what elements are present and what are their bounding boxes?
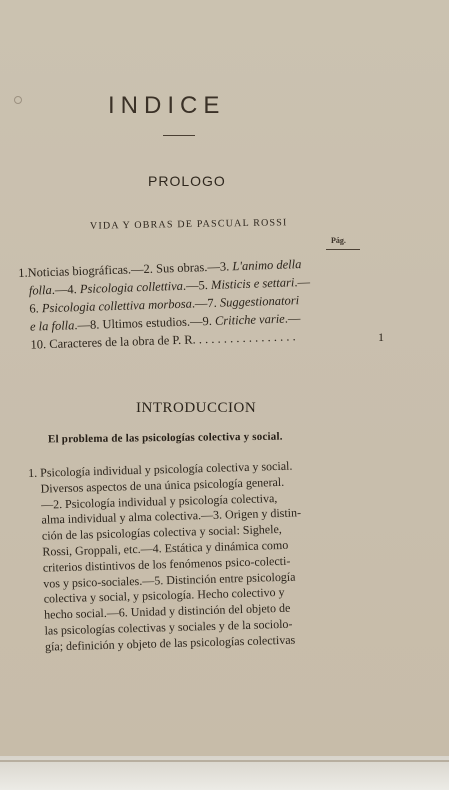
- intro-line: hecho social.—6. Unidad y distinción del objeto de: [43, 600, 291, 622]
- prologo-title: PROLOGO: [148, 173, 226, 189]
- prologo-page-number: 1: [378, 330, 384, 344]
- intro-line: —2. Psicología individual y psicología colectiva,: [40, 490, 278, 512]
- introduccion-subtitle: El problema de las psicologías colectiva y social.: [47, 430, 283, 446]
- page-column-label: Pág.: [331, 236, 346, 245]
- introduccion-title: INTRODUCCION: [136, 400, 257, 416]
- prologo-line-4: e la folla.—8. Ultimos estudios.—9. Critiche varie.—: [29, 311, 301, 334]
- intro-line: Rossi, Groppali, etc.—4. Estática y dinámica como: [42, 537, 289, 559]
- prologo-line-5: 10. Caracteres de la obra de P. R. . . . . . . . . . . . . . . . .: [30, 329, 296, 352]
- intro-line: 1. Psicología individual y psicología colectiva y social.: [28, 458, 293, 480]
- intro-line: criterios distintivos de los fenómenos psico-colecti-: [42, 553, 291, 575]
- introduccion-contents: [28, 457, 353, 655]
- prologo-line-3: 6. Psicologia collettiva morbosa.—7. Suggestionatori: [29, 293, 300, 316]
- page-bottom-edge: [0, 756, 449, 790]
- heading-rule: [163, 135, 195, 136]
- prologo-line-2: folla.—4. Psicologia collettiva.—5. Misticis e settari.—: [28, 274, 311, 298]
- intro-line: alma individual y alma colectiva.—3. Origen y distin-: [41, 505, 302, 528]
- intro-line: vos y psico-sociales.—5. Distinción entre psicología: [43, 569, 296, 591]
- intro-line: las psicologías colectivas y sociales y de la sociolo-: [44, 616, 293, 638]
- prologo-subtitle: VIDA Y OBRAS DE PASCUAL ROSSI: [89, 217, 288, 232]
- index-heading: INDICE: [108, 92, 226, 119]
- intro-line: ción de las psicologías colectiva y social: Sighele,: [41, 522, 282, 543]
- prologo-line-1: 1.Noticias biográficas.—2. Sus obras.—3. L'animo della: [18, 257, 302, 280]
- intro-line: colectiva y social, y psicología. Hecho colectivo y: [43, 585, 285, 606]
- margin-stain: [14, 96, 22, 104]
- intro-line: Diversos aspectos de una única psicología general.: [40, 474, 285, 496]
- page-column-rule: [326, 249, 360, 250]
- intro-line: gía; definición y objeto de las psicologías colectivas: [44, 632, 296, 654]
- prologo-contents: [18, 253, 371, 354]
